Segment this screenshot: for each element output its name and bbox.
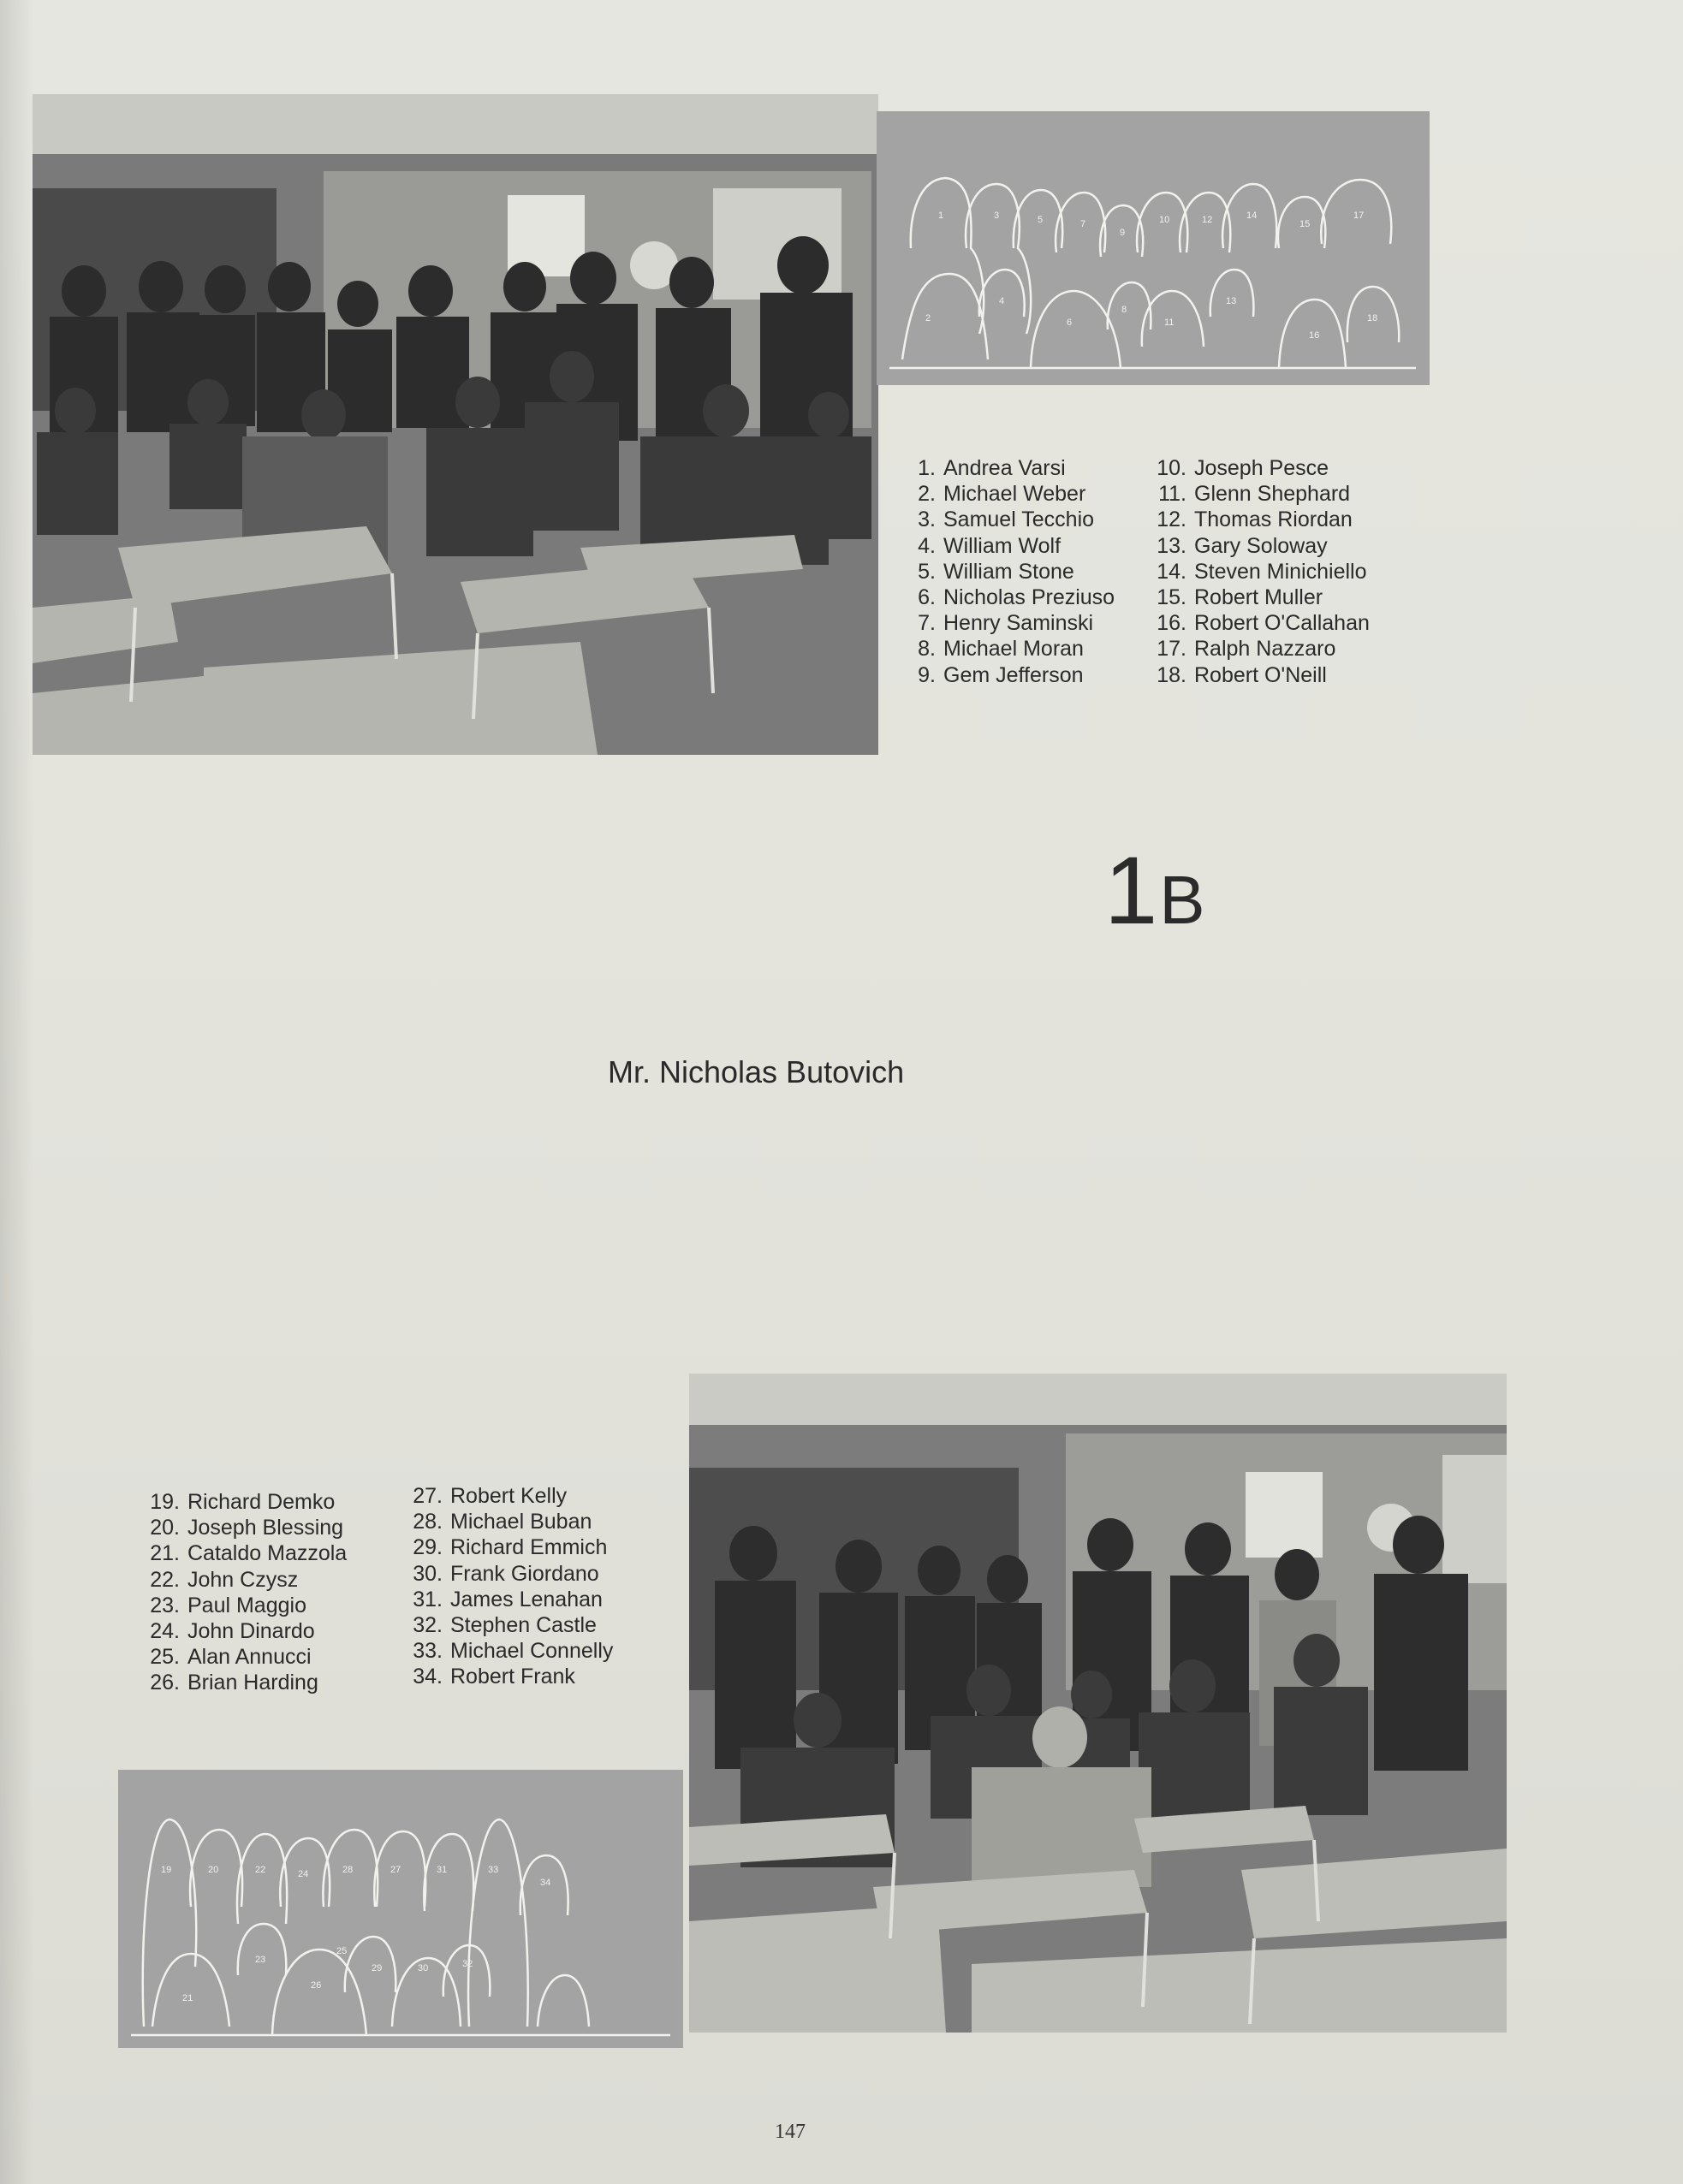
key-number: 23 [255,1955,266,1965]
key-number: 20 [208,1865,219,1875]
key-number: 17 [1353,211,1365,221]
key-number: 6 [1067,318,1073,328]
key-number: 2 [925,313,931,323]
page-gutter-shadow [0,0,34,2184]
list-item: 33. Michael Connelly [413,1639,614,1664]
key-number: 7 [1080,219,1086,229]
list-item: 24. John Dinardo [150,1619,315,1644]
key-number: 33 [488,1865,499,1875]
key-number: 29 [372,1963,383,1973]
top-class-photo [33,94,878,755]
list-item: 3. Samuel Tecchio [918,507,1095,532]
bottom-class-photo [689,1374,1507,2033]
list-item: 29. Richard Emmich [413,1535,608,1560]
list-item: 6. Nicholas Preziuso [918,585,1115,610]
key-number: 13 [1226,296,1237,306]
key-number: 24 [298,1869,309,1879]
key-number: 26 [311,1980,322,1991]
top-names-column-1 [905,455,1115,688]
list-item: 14. Steven Minichiello [1157,559,1367,584]
key-number: 3 [994,211,1000,221]
list-item: 27. Robert Kelly [413,1484,568,1508]
list-item: 9. Gem Jefferson [918,662,1084,687]
key-number: 28 [342,1865,354,1875]
list-item: 12. Thomas Riordan [1157,507,1353,532]
key-number: 22 [255,1865,266,1875]
list-item: 4. William Wolf [918,533,1062,558]
bottom-silhouette-key [118,1770,683,2048]
key-number: 21 [182,1993,193,2003]
class-code: 1 [1104,837,1157,944]
list-item: 18. Robert O'Neill [1157,662,1327,687]
key-number: 12 [1202,215,1213,225]
list-item: 2. Michael Weber [918,482,1086,507]
list-item: 34. Robert Frank [413,1665,575,1689]
list-item: 17. Ralph Nazzaro [1157,637,1336,662]
key-number: 25 [336,1946,348,1956]
list-item: 10. Joseph Pesce [1157,456,1329,480]
list-item: 32. Stephen Castle [413,1613,597,1638]
key-number: 11 [1164,318,1175,328]
list-item: 7. Henry Saminski [918,611,1094,636]
list-item: 11. Glenn Shephard [1158,482,1351,507]
page-number: 147 [775,2121,806,2143]
key-number: 14 [1246,211,1258,221]
bottom-names-column-1 [142,1489,347,1696]
key-number: 10 [1159,215,1170,225]
key-number: 5 [1038,215,1044,225]
key-number: 34 [540,1878,551,1888]
list-item: 22. John Czysz [150,1567,299,1592]
key-number: 19 [161,1865,172,1875]
class-letter: B [1159,862,1204,938]
list-item: 1. Andrea Varsi [918,456,1066,480]
bottom-names-column-2 [405,1483,613,1690]
class-section-mark [1104,837,1204,944]
key-number: 27 [390,1865,401,1875]
list-item: 25. Alan Annucci [150,1645,312,1670]
list-item: 13. Gary Soloway [1157,533,1328,558]
key-number: 30 [418,1963,429,1973]
teacher-name: Mr. Nicholas Butovich [608,1054,905,1089]
list-item: 26. Brian Harding [150,1671,318,1695]
key-number: 4 [999,296,1005,306]
key-number: 18 [1367,313,1378,323]
list-item: 28. Michael Buban [413,1510,592,1534]
key-number: 16 [1309,330,1320,341]
list-item: 31. James Lenahan [413,1587,603,1611]
list-item: 19. Richard Demko [150,1490,336,1514]
list-item: 20. Joseph Blessing [150,1516,344,1540]
key-number: 32 [462,1959,473,1969]
list-item: 15. Robert Muller [1157,585,1323,610]
key-number: 8 [1121,305,1127,315]
key-number: 15 [1299,219,1311,229]
list-item: 16. Robert O'Callahan [1157,611,1370,636]
list-item: 8. Michael Moran [918,637,1084,662]
key-number: 1 [938,211,944,221]
list-item: 5. William Stone [918,559,1074,584]
list-item: 21. Cataldo Mazzola [150,1541,348,1566]
top-silhouette-key [877,111,1430,385]
list-item: 30. Frank Giordano [413,1561,599,1586]
top-names-column-2 [1149,455,1370,688]
key-number: 9 [1120,228,1126,238]
key-number: 31 [437,1865,448,1875]
list-item: 23. Paul Maggio [150,1593,306,1617]
